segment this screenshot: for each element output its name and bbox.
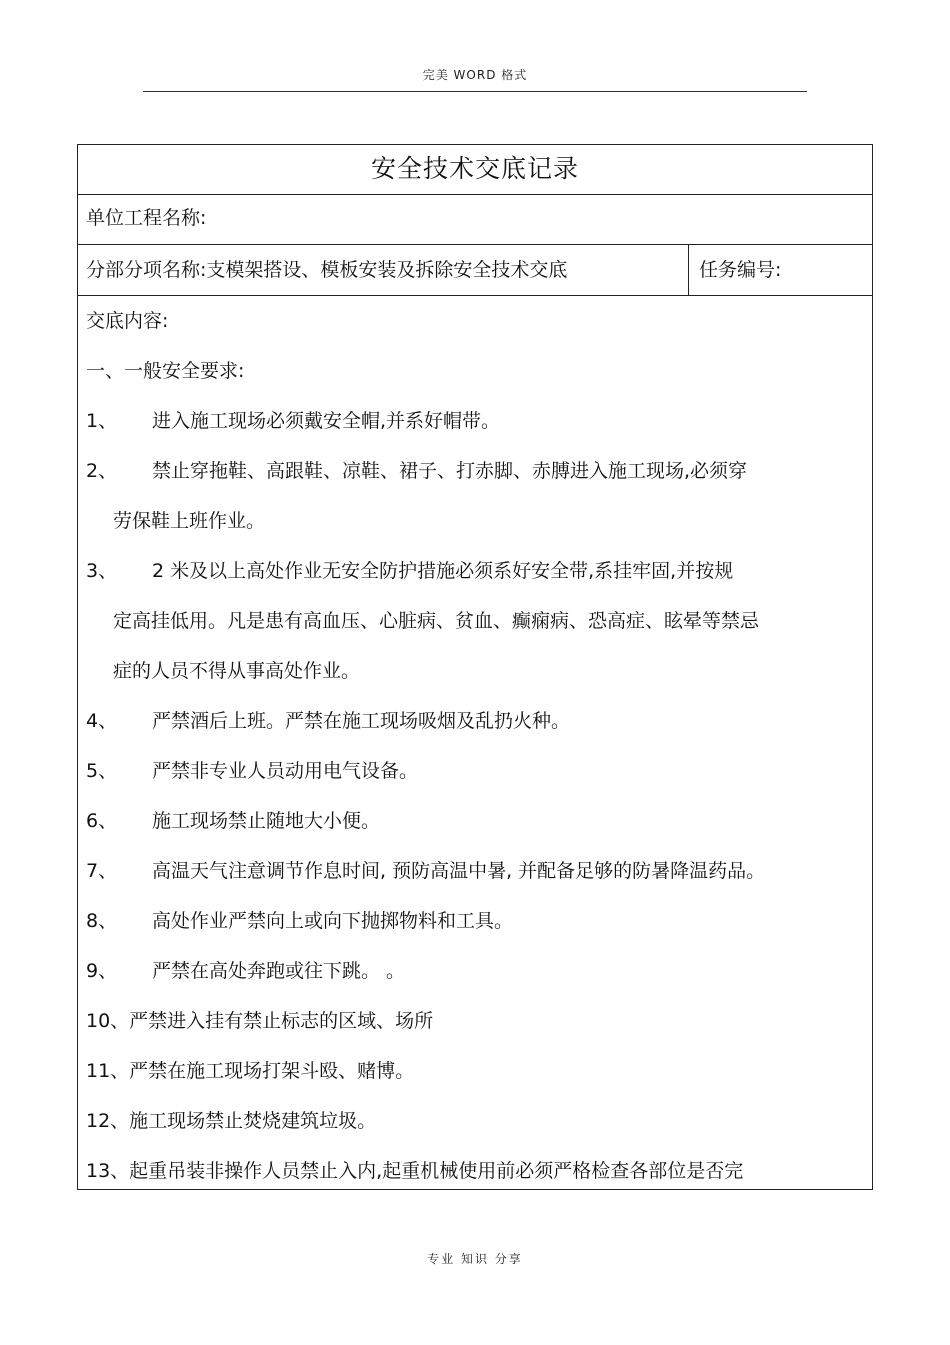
requirement-line [86, 846, 872, 896]
requirements-list-continued [86, 996, 872, 1196]
requirement-line [86, 696, 872, 746]
requirement-line [86, 446, 872, 496]
requirement-line: 13、起重吊装非操作人员禁止入内,起重机械使用前必须严格检查各部位是否完 [86, 1160, 744, 1182]
requirement-line [86, 646, 872, 696]
requirement-number: 9、 [86, 960, 118, 982]
requirement-text: 施工现场禁止随地大小便。 [152, 810, 381, 832]
requirement-line: 10、严禁进入挂有禁止标志的区域、场所 [86, 1010, 434, 1032]
requirement-line [86, 946, 872, 996]
requirement-line [86, 396, 872, 446]
section-row [78, 245, 872, 296]
requirement-number: 1、 [86, 410, 118, 432]
disclosure-content [78, 296, 872, 1196]
page-footer: 专业 知识 分享 [427, 1252, 523, 1266]
header-rule [143, 91, 807, 92]
requirement-text: 2 米及以上高处作业无安全防护措施必须系好安全带,系挂牢固,并按规 [152, 560, 734, 582]
requirement-text: 严禁非专业人员动用电气设备。 [152, 760, 419, 782]
requirement-line [86, 546, 872, 596]
requirement-number: 3、 [86, 560, 118, 582]
requirement-text: 高温天气注意调节作息时间, 预防高温中暑, 并配备足够的防暑降温药品。 [152, 860, 766, 882]
requirement-line: 11、严禁在施工现场打架斗殴、赌博。 [86, 1060, 415, 1082]
unit-project-name-field: 单位工程名称: [78, 195, 872, 245]
requirement-number: 8、 [86, 910, 118, 932]
requirement-number: 6、 [86, 810, 118, 832]
requirement-text: 高处作业严禁向上或向下抛掷物料和工具。 [152, 910, 514, 932]
requirement-text: 症的人员不得从事高处作业。 [113, 660, 361, 682]
general-requirements-heading: 一、一般安全要求: [86, 360, 245, 382]
requirement-line [86, 596, 872, 646]
requirement-number: 5、 [86, 760, 118, 782]
requirement-line [86, 496, 872, 546]
requirement-text: 严禁在高处奔跑或往下跳。 。 [152, 960, 406, 982]
section-name-field: 分部分项名称:支模架搭设、模板安装及拆除安全技术交底 [78, 245, 689, 295]
requirement-number: 4、 [86, 710, 118, 732]
requirement-text: 劳保鞋上班作业。 [113, 510, 266, 532]
table-title: 安全技术交底记录 [78, 145, 872, 195]
requirement-line [86, 746, 872, 796]
content-label: 交底内容: [86, 310, 169, 332]
requirement-text: 禁止穿拖鞋、高跟鞋、凉鞋、裙子、打赤脚、赤膊进入施工现场,必须穿 [152, 460, 748, 482]
requirement-line [86, 896, 872, 946]
requirement-number: 7、 [86, 860, 118, 882]
requirement-text: 进入施工现场必须戴安全帽,并系好帽带。 [152, 410, 501, 432]
requirement-text: 定高挂低用。凡是患有高血压、心脏病、贫血、癫痫病、恐高症、眩晕等禁忌 [113, 610, 760, 632]
safety-disclosure-table [77, 144, 873, 1190]
requirement-text: 严禁酒后上班。严禁在施工现场吸烟及乱扔火种。 [152, 710, 571, 732]
task-number-field: 任务编号: [699, 259, 782, 281]
requirement-number: 2、 [86, 460, 118, 482]
requirement-line [86, 796, 872, 846]
requirement-line: 12、施工现场禁止焚烧建筑垃圾。 [86, 1110, 377, 1132]
page-header: 完美 WORD 格式 [422, 68, 528, 82]
requirements-list [86, 396, 872, 996]
